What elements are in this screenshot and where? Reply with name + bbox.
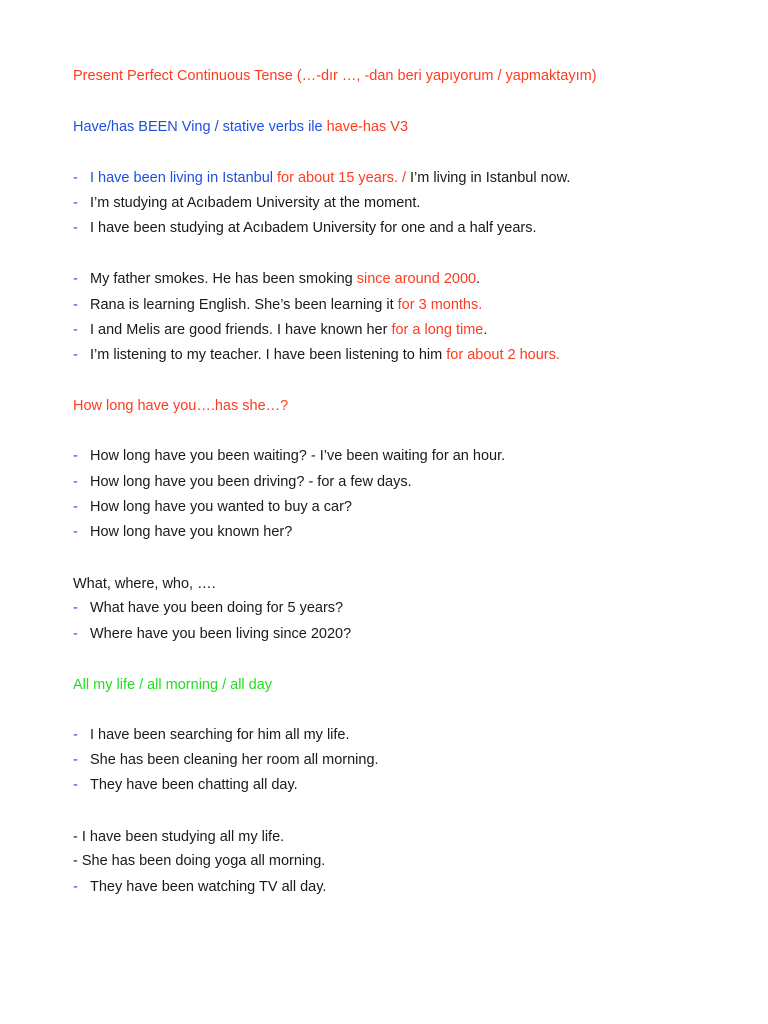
list-item [73, 472, 412, 492]
rule-part-2: have-has V3 [326, 119, 409, 135]
list-item-text: I have been searching for him all my life. [90, 727, 350, 743]
list-item-segment: Rana is learning English. She’s been learning it [90, 297, 398, 313]
bullet: - [73, 879, 78, 895]
list-item [73, 775, 298, 795]
list-item-segment: My father smokes. He has been smoking [90, 271, 357, 287]
list-item-segment: I’m living in Istanbul now. [410, 170, 571, 186]
list-item-segment: . [483, 322, 488, 338]
list-item-text: How long have you known her? [90, 524, 293, 540]
bullet: - [73, 220, 78, 236]
list-item [73, 345, 560, 365]
list-item-text: How long have you wanted to buy a car? [90, 499, 352, 515]
bullet: - [73, 727, 78, 743]
list-item-segment: for 3 months. [397, 297, 483, 313]
list-item-segment: . [476, 271, 481, 287]
bullet: - [73, 474, 78, 490]
list-item [73, 624, 351, 644]
bullet: - [73, 524, 78, 540]
list-item [73, 320, 487, 340]
list-item [73, 522, 292, 542]
list-item-segment: for about 15 years. / [277, 170, 411, 186]
bullet: - [73, 752, 78, 768]
bullet: - [73, 499, 78, 515]
list-item [73, 168, 570, 188]
list-item-text: What have you been doing for 5 years? [90, 600, 344, 616]
list-item [73, 295, 482, 315]
plain-item: - I have been studying all my life. [73, 829, 285, 845]
bullet: - [73, 600, 78, 616]
heading-all-time: All my life / all morning / all day [73, 677, 273, 693]
bullet: - [73, 347, 78, 363]
bullet: - [73, 271, 78, 287]
list-item-segment: I and Melis are good friends. I have known her [90, 322, 392, 338]
bullet: - [73, 626, 78, 642]
list-item-text: How long have you been waiting? - I’ve been waiting for an hour. [90, 448, 506, 464]
list-item-segment: I’m listening to my teacher. I have been listening to him [90, 347, 447, 363]
list-item [73, 497, 352, 517]
bullet: - [73, 170, 78, 186]
list-item-segment: for a long time [391, 322, 484, 338]
list-item [73, 750, 379, 770]
list-item-text: How long have you been driving? - for a few days. [90, 474, 412, 490]
list-item-segment: since around 2000 [356, 271, 477, 287]
plain-item: - She has been doing yoga all morning. [73, 853, 326, 869]
bullet: - [73, 448, 78, 464]
rule-part-1: Have/has BEEN Ving / stative verbs ile [73, 119, 327, 135]
bullet: - [73, 195, 78, 211]
list-item-segment: I’m studying at Acıbadem University at the moment. [90, 195, 421, 211]
bullet: - [73, 322, 78, 338]
list-item-segment: for about 2 hours. [446, 347, 560, 363]
list-item [73, 269, 480, 289]
list-item [73, 725, 350, 745]
list-item-segment: I have been studying at Acıbadem University for one and a half years. [90, 220, 537, 236]
list-item-text: They have been chatting all day. [90, 777, 298, 793]
page-title: Present Perfect Continuous Tense (…-dır …, -dan beri yapıyorum / yapmaktayım) [73, 68, 597, 84]
heading-wh-questions: What, where, who, …. [73, 576, 216, 592]
list-item [73, 598, 343, 618]
list-item [73, 193, 420, 213]
list-item-segment: I have been living in Istanbul [90, 170, 278, 186]
list-item-text: She has been cleaning her room all morning. [90, 752, 379, 768]
rule-line [73, 117, 408, 137]
list-item [73, 877, 326, 897]
list-item-text: Where have you been living since 2020? [90, 626, 352, 642]
bullet: - [73, 777, 78, 793]
list-item [73, 446, 505, 466]
list-item [73, 218, 537, 238]
bullet: - [73, 297, 78, 313]
heading-how-long: How long have you….has she…? [73, 398, 289, 414]
list-item-text: They have been watching TV all day. [90, 879, 327, 895]
